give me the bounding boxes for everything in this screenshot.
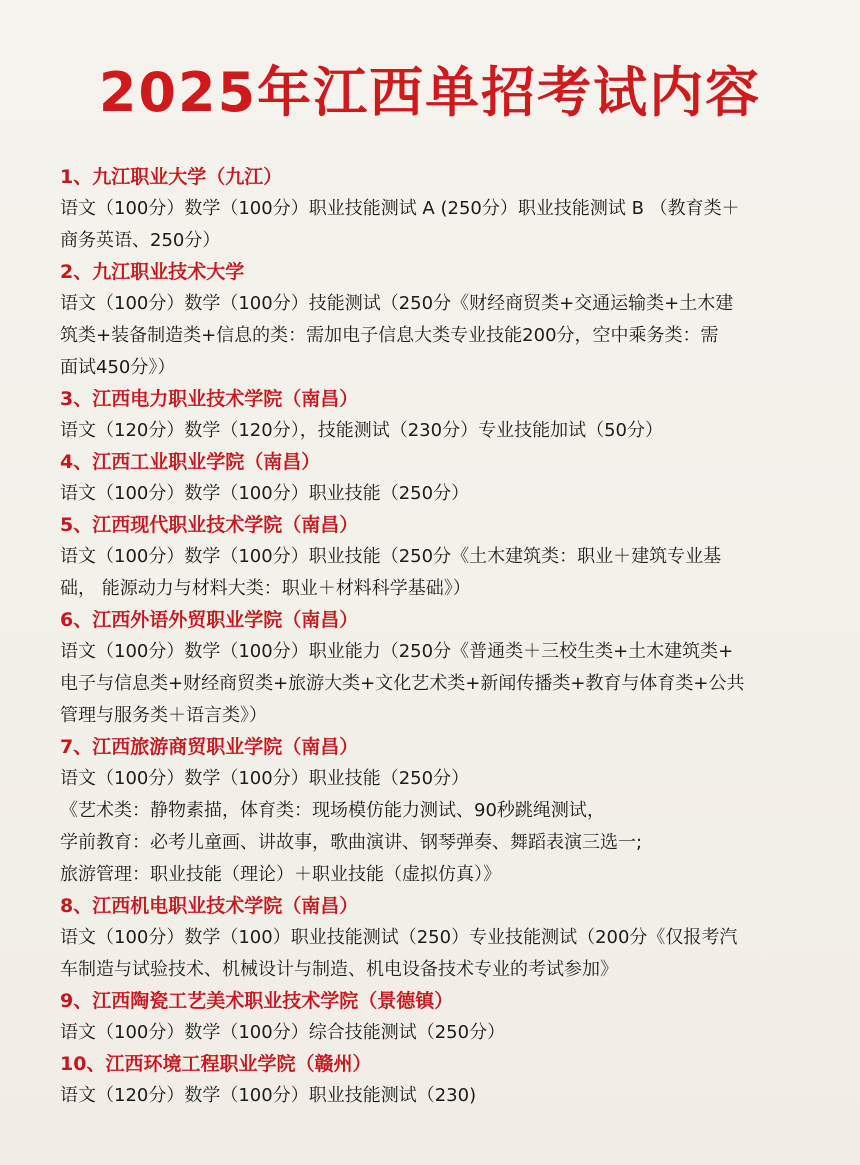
entry-heading: 5、江西现代职业技术学院（南昌） — [60, 514, 359, 536]
list-item — [60, 732, 830, 891]
entry-line: 语文（100分）数学（100分）职业技能测试 A (250分）职业技能测试 B （教育类＋ — [60, 198, 740, 219]
entry-body — [60, 478, 830, 510]
entry-heading: 10、江西环境工程职业学院（赣州） — [60, 1053, 372, 1075]
entry-line: 语文（100分）数学（100分）技能测试（250分《财经商贸类+交通运输类+土木建 — [60, 293, 734, 314]
entry-line: 管理与服务类＋语言类》） — [60, 705, 267, 726]
entry-body — [60, 636, 830, 732]
entry-line: 语文（100分）数学（100分）综合技能测试（250分） — [60, 1022, 506, 1043]
entry-line: 语文（100分）数学（100分）职业能力（250分《普通类＋三校生类+土木建筑类+ — [60, 641, 734, 662]
entry-line: 电子与信息类+财经商贸类+旅游大类+文化艺术类+新闻传播类+教育与体育类+公共 — [60, 673, 745, 694]
list-item — [60, 384, 830, 447]
entry-line: 语文（100分）数学（100分）职业技能（250分《土木建筑类：职业＋建筑专业基 — [60, 546, 722, 567]
entry-heading: 8、江西机电职业技术学院（南昌） — [60, 895, 359, 917]
entry-line: 车制造与试验技术、机械设计与制造、机电设备技术专业的考试参加》 — [60, 959, 618, 980]
entry-line: 语文（120分）数学（120分），技能测试（230分）专业技能加试（50分） — [60, 420, 663, 441]
entry-heading: 7、江西旅游商贸职业学院（南昌） — [60, 736, 359, 758]
entry-line: 面试450分》） — [60, 357, 176, 378]
entry-heading: 9、江西陶瓷工艺美术职业技术学院（景德镇） — [60, 990, 454, 1012]
list-item — [60, 1049, 830, 1112]
entry-body — [60, 541, 830, 605]
entry-line: 《艺术类：静物素描，体育类：现场模仿能力测试、90秒跳绳测试， — [60, 800, 605, 821]
entry-heading: 6、江西外语外贸职业学院（南昌） — [60, 609, 359, 631]
entry-heading: 4、江西工业职业学院（南昌） — [60, 451, 321, 473]
entry-body — [60, 763, 830, 891]
entry-line: 学前教育：必考儿童画、讲故事，歌曲演讲、钢琴弹奏、舞蹈表演三选一; — [60, 832, 643, 853]
entry-heading: 2、九江职业技术大学 — [60, 261, 245, 283]
list-item — [60, 162, 830, 257]
entry-line: 语文（100分）数学（100）职业技能测试（250）专业技能测试（200分《仅报考汽 — [60, 927, 738, 948]
entry-list — [60, 162, 830, 1112]
entry-line: 语文（120分）数学（100分）职业技能测试（230) — [60, 1085, 477, 1106]
page-title: 2025年江西单招考试内容 — [98, 61, 762, 124]
entry-body — [60, 288, 830, 384]
entry-line: 语文（100分）数学（100分）职业技能（250分） — [60, 483, 470, 504]
entry-body — [60, 1017, 830, 1049]
entry-heading: 3、江西电力职业技术学院（南昌） — [60, 388, 359, 410]
entry-body — [60, 922, 830, 986]
entry-line: 旅游管理：职业技能（理论）＋职业技能（虚拟仿真）》 — [60, 864, 501, 885]
list-item — [60, 447, 830, 510]
entry-line: 商务英语、250分） — [60, 230, 221, 251]
entry-body — [60, 1080, 830, 1112]
entry-body — [60, 193, 830, 257]
list-item — [60, 605, 830, 732]
entry-line: 筑类+装备制造类+信息的类：需加电子信息大类专业技能200分，空中乘务类：需 — [60, 325, 719, 346]
entry-heading: 1、九江职业大学（九江） — [60, 166, 283, 188]
list-item — [60, 510, 830, 605]
entry-line: 础， 能源动力与材料大类：职业＋材料科学基础》） — [60, 578, 471, 599]
entry-line: 语文（100分）数学（100分）职业技能（250分） — [60, 768, 470, 789]
list-item — [60, 891, 830, 986]
entry-body — [60, 415, 830, 447]
list-item — [60, 986, 830, 1049]
list-item — [60, 257, 830, 384]
